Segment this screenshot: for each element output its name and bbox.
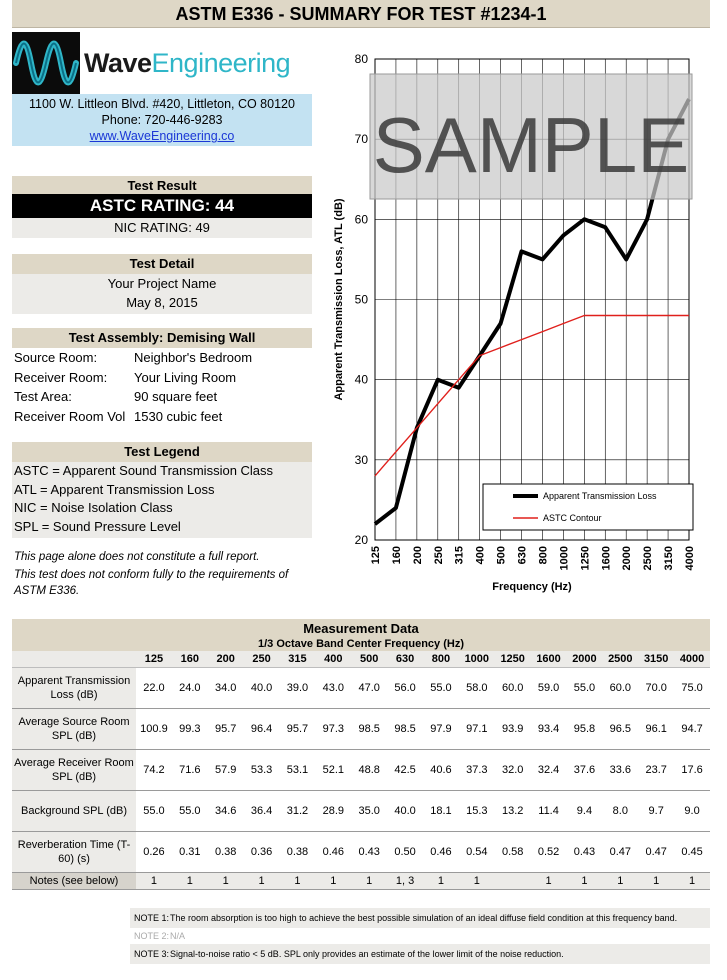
- table-cell: 100.9: [136, 708, 172, 749]
- page-title: ASTM E336 - SUMMARY FOR TEST #1234-1: [12, 0, 710, 28]
- row-label: Background SPL (dB): [12, 790, 136, 831]
- company-logo: [12, 32, 312, 94]
- frequency-header: 4000: [674, 651, 710, 667]
- table-cell: 1: [531, 872, 567, 889]
- legend-heading: Test Legend: [12, 442, 312, 462]
- phone: Phone: 720-446-9283: [101, 113, 223, 127]
- table-cell: 60.0: [495, 667, 531, 708]
- frequency-header: 500: [351, 651, 387, 667]
- sample-watermark: SAMPLE: [372, 101, 690, 189]
- table-cell: 96.4: [244, 708, 280, 749]
- table-cell: 1: [674, 872, 710, 889]
- x-tick-label: 630: [516, 546, 529, 565]
- x-tick-label: 800: [537, 546, 550, 565]
- y-tick-label: 70: [354, 132, 368, 147]
- row-label: Notes (see below): [12, 872, 136, 889]
- y-axis-label: Apparent Transmission Loss, ATL (dB): [333, 198, 345, 401]
- table-cell: 97.3: [315, 708, 351, 749]
- frequency-header: 630: [387, 651, 423, 667]
- table-cell: 9.4: [567, 790, 603, 831]
- table-cell: 40.0: [244, 667, 280, 708]
- frequency-header: 3150: [638, 651, 674, 667]
- assembly-row: Source Room: Neighbor's Bedroom: [14, 350, 253, 365]
- x-tick-label: 4000: [684, 546, 696, 571]
- table-cell: 31.2: [280, 790, 316, 831]
- legend-item: ATL = Apparent Transmission Loss: [14, 481, 215, 497]
- row-label: Apparent Transmission Loss (dB): [12, 667, 136, 708]
- table-row: [12, 708, 710, 749]
- frequency-header: 1000: [459, 651, 495, 667]
- disclaimer: This page alone does not constitute a full report.: [14, 551, 260, 563]
- y-tick-label: 40: [354, 372, 368, 387]
- x-tick-label: 1250: [579, 546, 592, 571]
- table-cell: 1: [244, 872, 280, 889]
- row-label: Average Receiver Room SPL (dB): [12, 749, 136, 790]
- table-cell: 95.8: [567, 708, 603, 749]
- disclaimer: This test does not conform fully to the requirements of ASTM E336.: [14, 569, 289, 597]
- legend-label: ASTC Contour: [543, 513, 602, 523]
- table-cell: 48.8: [351, 749, 387, 790]
- table-cell: 0.43: [351, 831, 387, 872]
- y-tick-label: 30: [354, 452, 368, 467]
- table-row: [12, 667, 710, 708]
- astc-rating: ASTC RATING: 44: [12, 194, 312, 218]
- table-cell: 1: [423, 872, 459, 889]
- table-cell: 37.6: [567, 749, 603, 790]
- table-cell: 24.0: [172, 667, 208, 708]
- x-tick-label: 500: [495, 546, 508, 565]
- frequency-header: 1250: [495, 651, 531, 667]
- assembly-row: Receiver Room Vol 1530 cubic feet: [14, 409, 223, 424]
- frequency-header: 315: [280, 651, 316, 667]
- x-tick-label: 2000: [621, 546, 634, 571]
- table-cell: 0.38: [208, 831, 244, 872]
- contact-info: [12, 94, 312, 146]
- x-tick-label: 315: [453, 546, 466, 565]
- table-cell: 52.1: [315, 749, 351, 790]
- y-tick-label: 60: [354, 212, 368, 227]
- logo-word-1: Wave: [84, 47, 152, 78]
- table-cell: 35.0: [351, 790, 387, 831]
- test-result-heading: Test Result: [12, 176, 312, 196]
- table-cell: 8.0: [602, 790, 638, 831]
- table-cell: 28.9: [315, 790, 351, 831]
- frequency-header: 200: [208, 651, 244, 667]
- x-tick-label: 1600: [600, 546, 613, 571]
- frequency-header: 2500: [602, 651, 638, 667]
- table-cell: 57.9: [208, 749, 244, 790]
- x-tick-label: 400: [474, 546, 487, 565]
- table-cell: 74.2: [136, 749, 172, 790]
- website-link[interactable]: www.WaveEngineering.co: [89, 129, 235, 143]
- table-cell: 1: [136, 872, 172, 889]
- table-cell: 1, 3: [387, 872, 423, 889]
- x-tick-label: 2500: [642, 546, 655, 571]
- table-cell: 18.1: [423, 790, 459, 831]
- table-cell: 37.3: [459, 749, 495, 790]
- table-cell: 0.26: [136, 831, 172, 872]
- table-cell: 55.0: [136, 790, 172, 831]
- table-cell: 34.6: [208, 790, 244, 831]
- table-cell: 32.0: [495, 749, 531, 790]
- table-cell: 99.3: [172, 708, 208, 749]
- note-3: NOTE 3:Signal-to-noise ratio < 5 dB. SPL only provides an estimate of the lower limit of the noise reduction.: [130, 944, 710, 964]
- wave-logo-icon: [12, 32, 80, 94]
- legend-item: ASTC = Apparent Sound Transmission Class: [14, 463, 274, 478]
- table-cell: 9.7: [638, 790, 674, 831]
- table-cell: 70.0: [638, 667, 674, 708]
- table-cell: 1: [351, 872, 387, 889]
- x-tick-label: 3150: [663, 546, 676, 571]
- test-date: May 8, 2015: [126, 295, 198, 310]
- assembly-heading: Test Assembly: Demising Wall: [12, 328, 312, 348]
- table-cell: 1: [602, 872, 638, 889]
- x-tick-label: 160: [390, 546, 403, 565]
- table-cell: 36.4: [244, 790, 280, 831]
- table-cell: 15.3: [459, 790, 495, 831]
- x-tick-label: 200: [411, 546, 424, 565]
- table-cell: [495, 872, 531, 889]
- table-cell: 0.50: [387, 831, 423, 872]
- table-cell: 9.0: [674, 790, 710, 831]
- table-cell: 60.0: [602, 667, 638, 708]
- table-cell: 55.0: [567, 667, 603, 708]
- test-detail-heading: Test Detail: [12, 254, 312, 274]
- frequency-header: 160: [172, 651, 208, 667]
- table-cell: 95.7: [280, 708, 316, 749]
- table-cell: 40.0: [387, 790, 423, 831]
- table-cell: 13.2: [495, 790, 531, 831]
- company-name: [84, 48, 290, 79]
- table-row: [12, 749, 710, 790]
- legend-item: NIC = Noise Isolation Class: [14, 500, 173, 515]
- table-cell: 93.9: [495, 708, 531, 749]
- table-cell: 96.5: [602, 708, 638, 749]
- test-detail: [12, 274, 312, 314]
- table-cell: 0.58: [495, 831, 531, 872]
- logo-word-2: Engineering: [151, 47, 291, 78]
- table-cell: 17.6: [674, 749, 710, 790]
- table-cell: 0.52: [531, 831, 567, 872]
- legend-list: [12, 462, 312, 538]
- table-cell: 95.7: [208, 708, 244, 749]
- legend-item: SPL = Sound Pressure Level: [14, 518, 181, 534]
- measurement-subtitle: 1/3 Octave Band Center Frequency (Hz): [12, 637, 710, 651]
- table-cell: 53.1: [280, 749, 316, 790]
- table-cell: 71.6: [172, 749, 208, 790]
- notes-row: [12, 872, 710, 889]
- atl-chart-svg: [322, 40, 717, 600]
- table-cell: 93.4: [531, 708, 567, 749]
- table-cell: 55.0: [423, 667, 459, 708]
- table-cell: 98.5: [351, 708, 387, 749]
- table-cell: 32.4: [531, 749, 567, 790]
- table-cell: 0.31: [172, 831, 208, 872]
- table-cell: 22.0: [136, 667, 172, 708]
- table-cell: 0.43: [567, 831, 603, 872]
- frequency-header: 2000: [567, 651, 603, 667]
- table-cell: 33.6: [602, 749, 638, 790]
- table-cell: 0.36: [244, 831, 280, 872]
- table-cell: 0.45: [674, 831, 710, 872]
- table-cell: 23.7: [638, 749, 674, 790]
- table-cell: 94.7: [674, 708, 710, 749]
- table-cell: 1: [208, 872, 244, 889]
- table-cell: 97.9: [423, 708, 459, 749]
- frequency-header: 1600: [531, 651, 567, 667]
- table-cell: 1: [567, 872, 603, 889]
- table-cell: 96.1: [638, 708, 674, 749]
- note-1: NOTE 1:The room absorption is too high to achieve the best possible simulation of an ideal diffuse field condition at this frequency band.: [130, 908, 710, 928]
- y-tick-label: 80: [354, 52, 368, 66]
- y-tick-label: 50: [354, 292, 368, 307]
- x-axis-label: Frequency (Hz): [492, 581, 572, 593]
- table-cell: 0.54: [459, 831, 495, 872]
- table-cell: 56.0: [387, 667, 423, 708]
- table-cell: 0.47: [638, 831, 674, 872]
- table-row: [12, 790, 710, 831]
- frequency-header: 400: [315, 651, 351, 667]
- table-row: [12, 831, 710, 872]
- table-cell: 1: [459, 872, 495, 889]
- table-cell: 42.5: [387, 749, 423, 790]
- measurement-table: [12, 619, 710, 890]
- table-cell: 47.0: [351, 667, 387, 708]
- x-tick-label: 250: [432, 546, 445, 565]
- table-cell: 0.47: [602, 831, 638, 872]
- table-cell: 0.38: [280, 831, 316, 872]
- frequency-header-row: [12, 651, 710, 667]
- table-cell: 55.0: [172, 790, 208, 831]
- table-cell: 1: [280, 872, 316, 889]
- table-cell: 39.0: [280, 667, 316, 708]
- nic-rating: NIC RATING: 49: [12, 218, 312, 238]
- project-name: Your Project Name: [107, 276, 217, 291]
- table-cell: 53.3: [244, 749, 280, 790]
- table-cell: 97.1: [459, 708, 495, 749]
- frequency-header: 125: [136, 651, 172, 667]
- table-cell: 43.0: [315, 667, 351, 708]
- table-cell: 34.0: [208, 667, 244, 708]
- row-label: Average Source Room SPL (dB): [12, 708, 136, 749]
- table-cell: 0.46: [423, 831, 459, 872]
- table-cell: 75.0: [674, 667, 710, 708]
- assembly-row: Receiver Room: Your Living Room: [14, 370, 237, 385]
- table-cell: 1: [315, 872, 351, 889]
- atl-chart: [322, 40, 717, 600]
- table-cell: 59.0: [531, 667, 567, 708]
- x-tick-label: 125: [370, 546, 382, 565]
- table-cell: 40.6: [423, 749, 459, 790]
- address: 1100 W. Littleon Blvd. #420, Littleton, CO 80120: [29, 97, 295, 111]
- legend-label: Apparent Transmission Loss: [543, 491, 657, 501]
- note-2: NOTE 2:N/A: [134, 931, 186, 941]
- row-label: Reverberation Time (T-60) (s): [12, 831, 136, 872]
- table-cell: 1: [638, 872, 674, 889]
- assembly-row: Test Area: 90 square feet: [14, 389, 218, 404]
- frequency-header: 250: [244, 651, 280, 667]
- table-cell: 1: [172, 872, 208, 889]
- table-cell: 98.5: [387, 708, 423, 749]
- table-cell: 11.4: [531, 790, 567, 831]
- x-tick-label: 1000: [558, 546, 571, 571]
- frequency-header: 800: [423, 651, 459, 667]
- measurement-title: Measurement Data: [12, 619, 710, 637]
- y-tick-label: 20: [354, 533, 368, 547]
- table-cell: 58.0: [459, 667, 495, 708]
- table-cell: 0.46: [315, 831, 351, 872]
